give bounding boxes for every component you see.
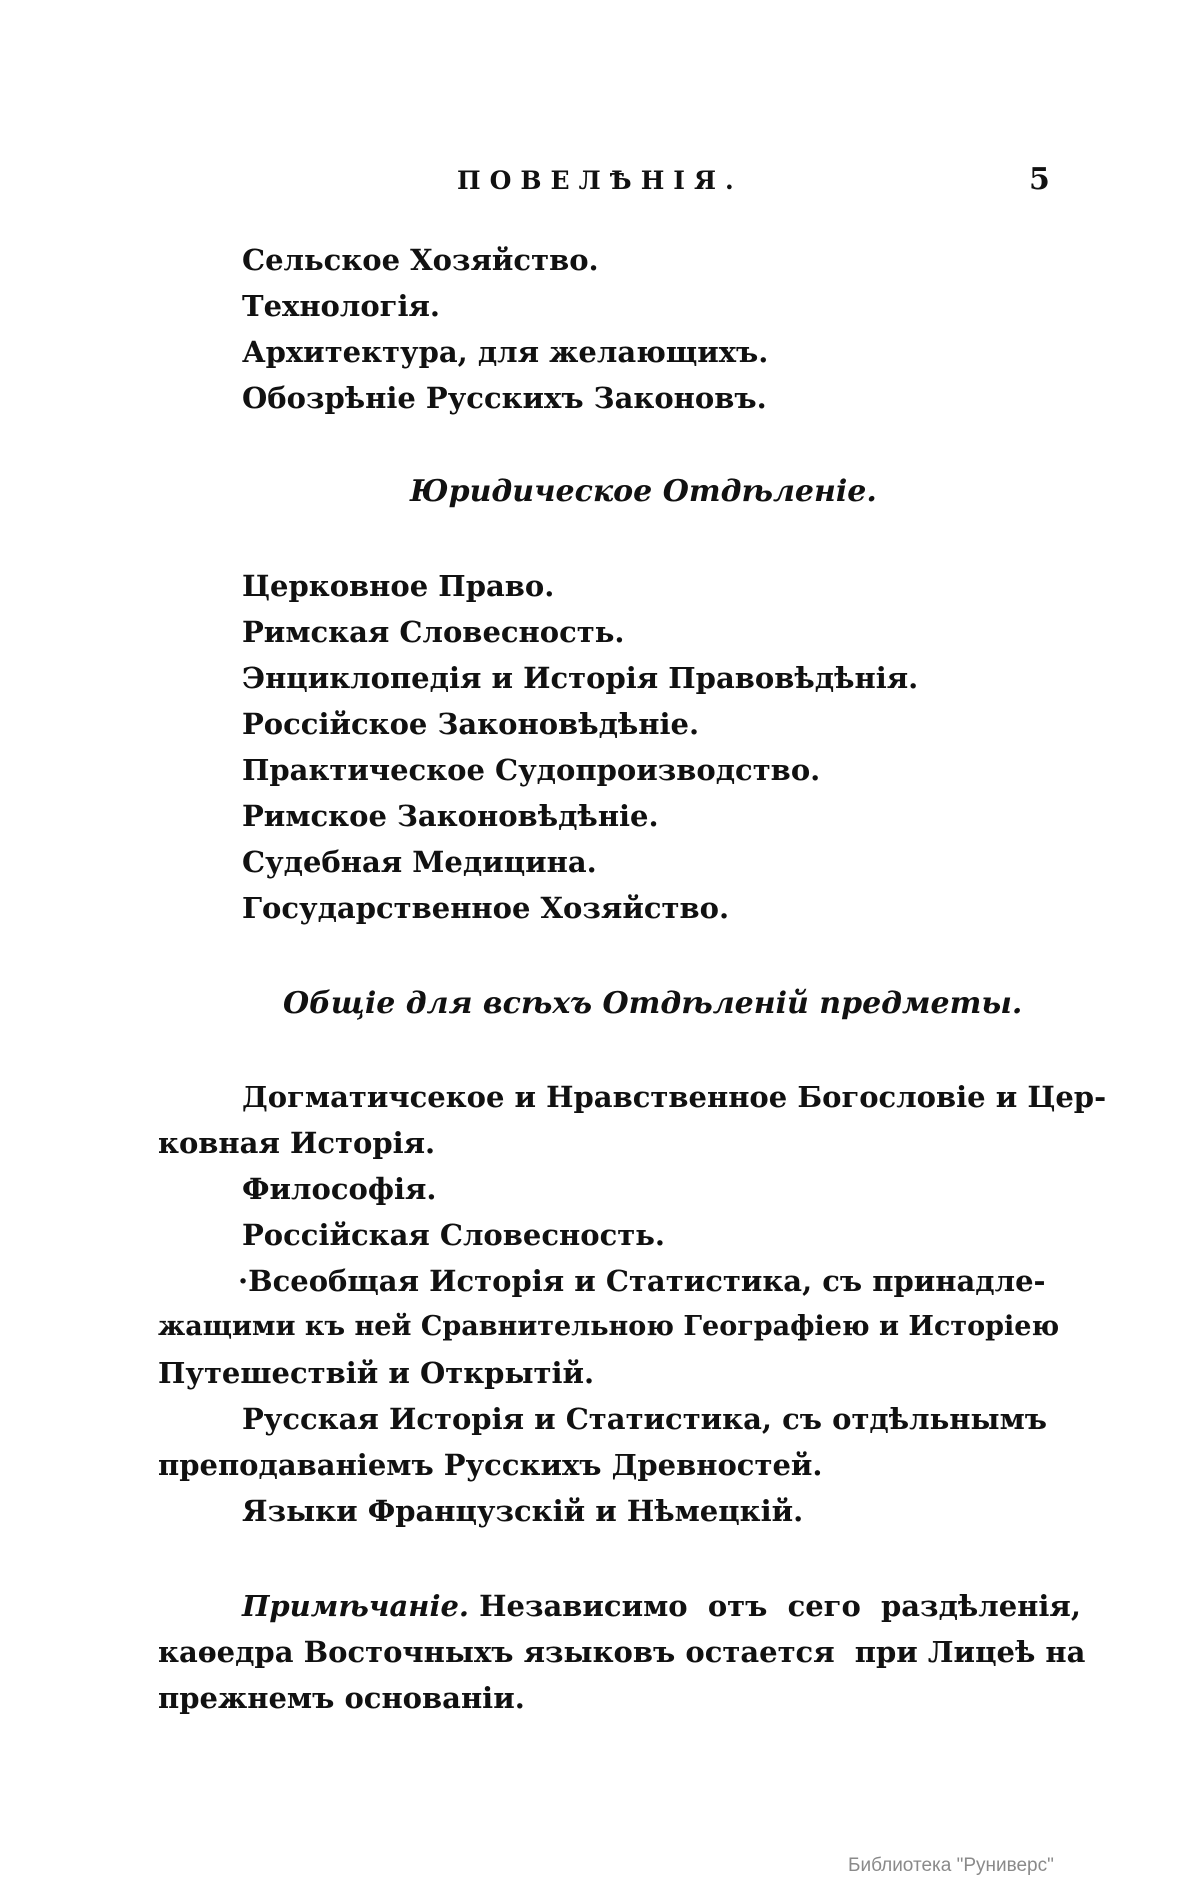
watermark: Библиотека "Руниверс" [848,1855,1054,1876]
text-line: Философія. [242,1172,437,1206]
list-item: Римская Словесность. [242,615,625,649]
text-line: Россійская Словесность. [242,1218,666,1252]
text-line: преподаваніемъ Русскихъ Древностей. [158,1448,823,1482]
list-item: Практическое Судопроизводство. [242,753,821,787]
list-item: Энциклопедія и Исторія Правовѣдѣнія. [242,661,919,695]
list-item: Обозрѣніе Русскихъ Законовъ. [242,381,767,415]
list-item: Государственное Хозяйство. [242,891,730,925]
list-item: Архитектура, для желающихъ. [242,335,769,369]
list-item: Церковное Право. [242,569,555,603]
running-title: ПОВЕЛѢНІЯ. [457,166,743,195]
text-line: прежнемъ основаніи. [158,1681,525,1715]
text-line: жащими къ ней Сравнительною Географіею и Исторіею [158,1311,1060,1342]
text-line: Русская Исторія и Статистика, съ отдѣльнымъ [242,1402,1048,1436]
note-text: Независимо отъ сего раздѣленія, [479,1589,1081,1623]
text-line: Догматичсекое и Нравственное Богословіе и Цер- [242,1080,1107,1114]
text-line: ·Всеобщая Исторія и Статистика, съ принадле- [238,1264,1046,1298]
list-item: Судебная Медицина. [242,845,597,879]
list-item: Россійское Законовѣдѣніе. [242,707,700,741]
note-first-line [242,1586,1081,1626]
page-header [0,162,1200,206]
page-number: 5 [1029,162,1050,197]
text-line: Путешествій и Открытій. [158,1356,595,1390]
text-line: каѳедра Восточныхъ языковъ остается при Лицеѣ на [158,1635,1086,1669]
list-item: Римское Законовѣдѣніе. [242,799,659,833]
list-item: Сельское Хозяйство. [242,243,599,277]
note-label: Примѣчаніе. [242,1589,470,1623]
text-line: ковная Исторія. [158,1126,436,1160]
section-heading-common: Общіе для всѣхъ Отдѣленій предметы. [283,986,1023,1021]
list-item: Технологія. [242,289,440,323]
text-line: Языки Французскій и Нѣмецкій. [242,1494,804,1528]
section-heading-legal: Юридическое Отдѣленіе. [410,474,877,509]
